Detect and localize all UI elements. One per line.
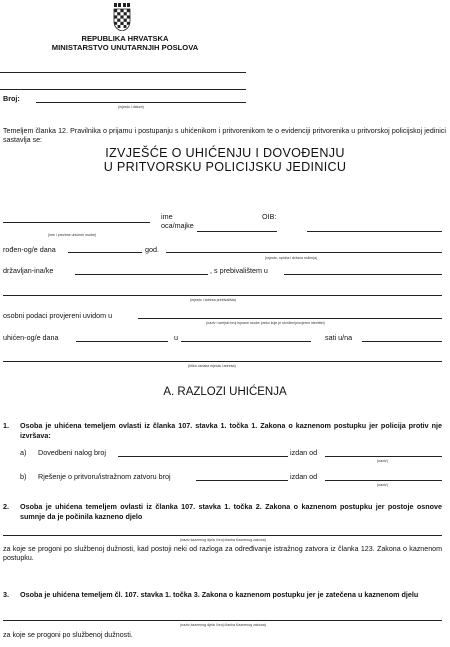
bliza-oznaka-caption: (bliža oznaka mjesta i adresa) bbox=[188, 364, 236, 368]
reason-3-tail: za koje se progoni po službenoj dužnosti. bbox=[3, 631, 133, 639]
mjesto-datum-caption: (mjesto i datum) bbox=[118, 105, 144, 109]
rodjen-date-field[interactable] bbox=[68, 252, 142, 253]
prebivaliste-label: , s prebivalištem u bbox=[210, 266, 268, 275]
reason-2-number: 2. bbox=[3, 502, 9, 511]
intro-text: Temeljem članka 12. Pravilnika o prijamu i postupanju s uhićenikom i pritvorenikom te o evidenciji pritvorenika u pritvorskoj policijskoj jedinici sastavlja se: bbox=[3, 127, 446, 145]
reason-1a-izdan-od: izdan od bbox=[290, 448, 318, 457]
ime-prezime-field[interactable] bbox=[3, 222, 150, 223]
header-line-2 bbox=[0, 89, 246, 90]
rodjen-label: rođen-og/e dana bbox=[3, 245, 56, 254]
dovedbeni-nalog-field[interactable] bbox=[118, 456, 288, 457]
rjesenje-broj-field[interactable] bbox=[196, 480, 288, 481]
reason-2-text: Osoba je uhićena temeljem ovlasti iz članka 107. stavka 1. točka 2. Zakona o kaznenom postupku jer postoje osnove sumnje da je počinila kazneno djelo bbox=[20, 502, 442, 521]
isprava-field[interactable] bbox=[138, 318, 442, 319]
broj-label: Broj: bbox=[3, 94, 20, 103]
ime-oca-majke-field[interactable] bbox=[197, 231, 277, 232]
reason-1-number: 1. bbox=[3, 421, 9, 430]
reason-1b-letter: b) bbox=[20, 472, 27, 481]
report-title-line-1: IZVJEŠĆE O UHIĆENJU I DOVOĐENJU bbox=[105, 146, 345, 160]
reason-3-caption: (naziv kaznenog djela i broj članka Kaznenog zakona) bbox=[180, 623, 266, 627]
uhicen-place-field[interactable] bbox=[362, 341, 442, 342]
drzavljanin-label: državljan-ina/ke bbox=[3, 266, 54, 275]
god-label: god. bbox=[145, 245, 159, 254]
report-title-line-2: U PRITVORSKU POLICIJSKU JEDINICU bbox=[103, 160, 347, 174]
coat-of-arms bbox=[113, 3, 131, 31]
section-a-heading: A. RAZLOZI UHIĆENJA bbox=[163, 386, 287, 398]
u-label: u bbox=[174, 333, 178, 342]
reason-2-caption: (naziv kaznenog djela i broj članka Kaznenog zakona) bbox=[180, 538, 266, 542]
reason-1b-izdan-od: izdan od bbox=[290, 472, 318, 481]
reason-1a-issuer-field[interactable] bbox=[325, 456, 442, 457]
sati-label: sati u/na bbox=[325, 333, 353, 342]
reason-2-tail: za koje se progoni po službenoj dužnosti, kad postoji neki od razloga za određivanje istražnog zatvora iz članka 123. Zakona o kaznenom postupku. bbox=[3, 545, 442, 563]
adresa-caption: (mjesto i adresa prebivališta) bbox=[190, 298, 236, 302]
reason-3-text: Osoba je uhićena temeljem čl. 107. stavka 1. točka 3. Zakona o kaznenom postupku jer je zatečena u kaznenom djelu bbox=[20, 590, 419, 599]
drzavljanstvo-field[interactable] bbox=[75, 274, 208, 275]
osobni-podaci-label: osobni podaci provjereni uvidom u bbox=[3, 311, 113, 320]
mjesto-rodjenja-field[interactable] bbox=[166, 252, 442, 253]
uhicen-date-field[interactable] bbox=[76, 341, 168, 342]
reason-1b-naziv-caption: (naziv) bbox=[377, 483, 388, 487]
oib-field[interactable] bbox=[307, 231, 442, 232]
ime-label: ime bbox=[161, 212, 173, 221]
header-line-1 bbox=[0, 72, 246, 73]
reason-3-offence-field[interactable] bbox=[3, 620, 442, 621]
adresa-field[interactable] bbox=[3, 295, 442, 296]
uhicen-time-field[interactable] bbox=[181, 341, 311, 342]
republic-name: REPUBLIKA HRVATSKA bbox=[81, 34, 169, 43]
reason-2-offence-field[interactable] bbox=[3, 535, 442, 536]
reason-3-number: 3. bbox=[3, 590, 9, 599]
bliza-oznaka-field[interactable] bbox=[3, 361, 442, 362]
reason-1b-label: Rješenje o pritvoru/istražnom zatvoru broj bbox=[38, 472, 171, 481]
reason-1-text: Osoba je uhićena temeljem ovlasti iz članka 107. stavka 1. točka 1. Zakona o kaznenom postupku jer policija protiv nje izvršava: bbox=[20, 421, 442, 440]
reason-1a-label: Dovedbeni nalog broj bbox=[38, 448, 106, 457]
uhicen-label: uhićen-og/e dana bbox=[3, 333, 59, 342]
ime-prezime-caption: (ime i prezime uhićene osobe) bbox=[48, 233, 97, 237]
reason-1b-issuer-field[interactable] bbox=[325, 480, 442, 481]
oib-label: OIB: bbox=[262, 212, 277, 221]
mjesto-rodjenja-caption: (mjesto, općina i država rođenja) bbox=[265, 256, 318, 260]
prebivaliste-field[interactable] bbox=[284, 274, 442, 275]
reason-1a-naziv-caption: (naziv) bbox=[377, 459, 388, 463]
reason-1a-letter: a) bbox=[20, 448, 27, 457]
broj-field[interactable] bbox=[36, 102, 246, 103]
isprava-caption: (naziv i serijski broj isprave osobe preko koje je utvrđen/provjeren identitet) bbox=[206, 321, 325, 325]
oca-majke-label: oca/majke bbox=[161, 221, 194, 230]
ministry-name: MINISTARSTVO UNUTARNJIH POSLOVA bbox=[51, 43, 199, 52]
